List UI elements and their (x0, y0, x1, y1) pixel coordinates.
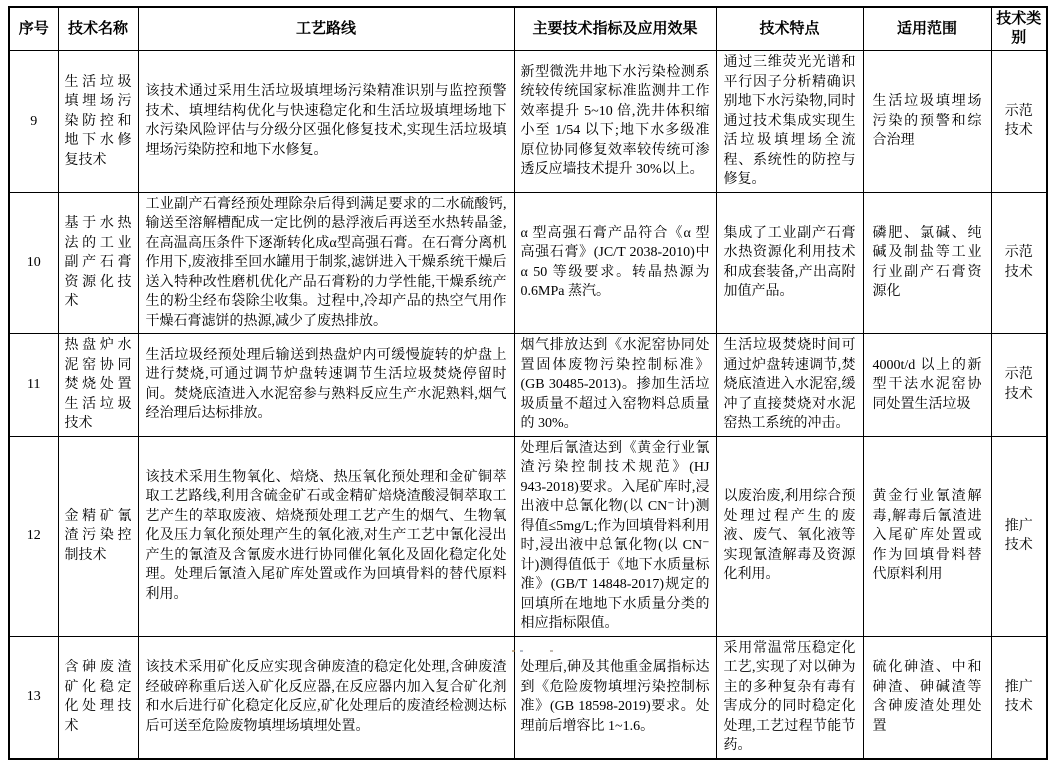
cell-category: 示范技术 (991, 51, 1047, 193)
cell-process-route: 工业副产石膏经预处理除杂后得到满足要求的二水硫酸钙,输送至溶解槽配成一定比例的悬浮液后再送至水热转晶釜,在高温高压条件下逐渐转化成α型高强石膏。在石膏分离机作用下,废液排至回水罐用于制浆,滤饼进入干燥系统干燥后送入特种改性磨机优化产品石膏粉的力学性能,干燥系统产生的粉尘经布袋除尘收集。过程中,冷却产品的热空气用作干燥石膏滤饼的热源,减少了废热排放。 (138, 192, 514, 334)
cell-indicators: 处理后氰渣达到《黄金行业氰渣污染控制技术规范》(HJ 943-2018)要求。入尾矿库时,浸出液中总氰化物(以 CN⁻计)测得值≤5mg/L;作为回填骨料利用时,浸出液中总氰化物(以 CN⁻计)测得值低于《地下水质量标准》(GB/T 14848-2017)规定的回填所在地地下水质量分类的相应指标限值。 (514, 436, 716, 636)
cell-category: 推广技术 (991, 636, 1047, 759)
table-row (9, 436, 1047, 636)
cell-scope: 4000t/d 以上的新型干法水泥窑协同处置生活垃圾 (863, 334, 991, 437)
cell-indicators: 烟气排放达到《水泥窑协同处置固体废物污染控制标准》(GB 30485-2013)。掺加生活垃圾质量不超过入窑物料总质量的 30%。 (514, 334, 716, 437)
cell-index: 10 (9, 192, 58, 334)
col-header-scope: 适用范围 (863, 7, 991, 51)
cell-indicators: α 型高强石膏产品符合《α 型高强石膏》(JC/T 2038-2010)中 α 50 等级要求。转晶热源为 0.6MPa 蒸汽。 (514, 192, 716, 334)
cell-features: 采用常温常压稳定化工艺,实现了对以砷为主的多种复杂有毒有害成分的同时稳定化处理,工艺过程节能节药。 (716, 636, 863, 759)
table-row (9, 51, 1047, 193)
cell-index: 11 (9, 334, 58, 437)
cell-index: 13 (9, 636, 58, 759)
col-header-process-route: 工艺路线 (138, 7, 514, 51)
cell-tech-name: 热盘炉水泥窑协同焚烧处置生活垃圾技术 (58, 334, 138, 437)
cell-process-route: 生活垃圾经预处理后输送到热盘炉内可缓慢旋转的炉盘上进行焚烧,可通过调节炉盘转速调节生活垃圾焚烧停留时间。焚烧底渣进入水泥窑参与熟料反应生产水泥熟料,烟气经治理后达标排放。 (138, 334, 514, 437)
cell-process-route: 该技术通过采用生活垃圾填埋场污染精准识别与监控预警技术、填埋结构优化与快速稳定化和生活垃圾填埋场地下水污染风险评估与分级分区强化修复技术,实现生活垃圾填埋场污染防控和地下水修复。 (138, 51, 514, 193)
cell-tech-name: 金精矿氰渣污染控制技术 (58, 436, 138, 636)
col-header-tech-name: 技术名称 (58, 7, 138, 51)
page-footer-clipped-text (512, 650, 562, 654)
cell-category: 推广技术 (991, 436, 1047, 636)
technology-table (8, 6, 1048, 760)
col-header-indicators: 主要技术指标及应用效果 (514, 7, 716, 51)
cell-features: 生活垃圾焚烧时间可通过炉盘转速调节,焚烧底渣进入水泥窑,缓冲了直接焚烧对水泥窑热工系统的冲击。 (716, 334, 863, 437)
cell-tech-name: 基于水热法的工业副产石膏资源化技术 (58, 192, 138, 334)
col-header-category: 技术类别 (991, 7, 1047, 51)
col-header-index: 序号 (9, 7, 58, 51)
cell-category: 示范技术 (991, 192, 1047, 334)
cell-tech-name: 生活垃圾填埋场污染防控和地下水修复技术 (58, 51, 138, 193)
cell-process-route: 该技术采用生物氧化、焙烧、热压氧化预处理和金矿铜萃取工艺路线,利用含硫金矿石或金精矿焙烧渣酸浸铜萃取工艺产生的萃取废液、焙烧预处理工艺产生的烟气、生物氧化及压力氧化预处理产生的氧化液,对生产工艺中氰化浸出产生的氰渣及含氰废水进行协同催化氧化及固化稳定化处理。处理后氰渣入尾矿库处置或作为回填骨料的替代原料利用。 (138, 436, 514, 636)
cell-indicators: 新型微洗井地下水污染检测系统较传统国家标准监测井工作效率提升 5~10 倍,洗井体积缩小至 1/54 以下;地下水多级准原位协同修复效率较传统可渗透反应墙技术提升 30%以上。 (514, 51, 716, 193)
table-row (9, 192, 1047, 334)
cell-category: 示范技术 (991, 334, 1047, 437)
col-header-features: 技术特点 (716, 7, 863, 51)
cell-scope: 生活垃圾填埋场污染的预警和综合治理 (863, 51, 991, 193)
cell-scope: 硫化砷渣、中和砷渣、砷碱渣等含砷废渣处理处置 (863, 636, 991, 759)
cell-scope: 磷肥、氯碱、纯碱及制盐等工业行业副产石膏资源化 (863, 192, 991, 334)
cell-features: 集成了工业副产石膏水热资源化利用技术和成套装备,产出高附加值产品。 (716, 192, 863, 334)
cell-features: 通过三维荧光光谱和平行因子分析精确识别地下水污染物,同时通过技术集成实现生活垃圾填埋场全流程、系统性的防控与修复。 (716, 51, 863, 193)
table-header-row (9, 7, 1047, 51)
cell-indicators: 处理后,砷及其他重金属指标达到《危险废物填埋污染控制标准》(GB 18598-2019)要求。处理前后增容比 1~1.6。 (514, 636, 716, 759)
cell-features: 以废治废,利用综合预处理过程产生的废液、废气、氧化液等实现氰渣解毒及资源化利用。 (716, 436, 863, 636)
cell-tech-name: 含砷废渣矿化稳定化处理技术 (58, 636, 138, 759)
cell-scope: 黄金行业氰渣解毒,解毒后氰渣进入尾矿库处置或作为回填骨料替代原料利用 (863, 436, 991, 636)
table-row (9, 636, 1047, 759)
cell-index: 12 (9, 436, 58, 636)
cell-index: 9 (9, 51, 58, 193)
table-row (9, 334, 1047, 437)
cell-process-route: 该技术采用矿化反应实现含砷废渣的稳定化处理,含砷废渣经破碎称重后送入矿化反应器,在反应器内加入复合矿化剂和水后进行矿化稳定化反应,矿化处理后的废渣经检测达标后可送至危险废物填埋场填埋处置。 (138, 636, 514, 759)
